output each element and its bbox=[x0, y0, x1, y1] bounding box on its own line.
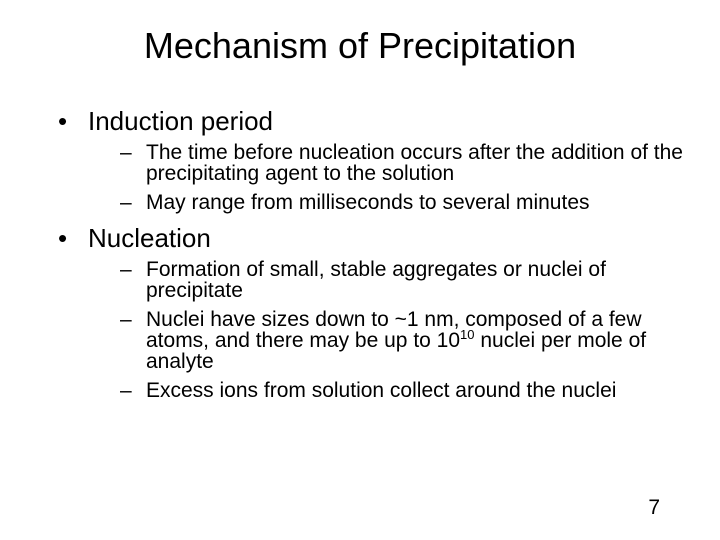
sub-bullet-text bbox=[146, 309, 686, 372]
dash-marker: – bbox=[120, 141, 132, 164]
dash-marker: – bbox=[120, 308, 132, 331]
slide-body bbox=[58, 104, 698, 401]
sub-bullet bbox=[120, 309, 698, 372]
sub-bullet bbox=[120, 142, 698, 184]
bullet-nucleation bbox=[58, 221, 698, 255]
dash-marker: – bbox=[120, 191, 132, 214]
induction-sub-list bbox=[120, 142, 698, 213]
sub-bullet bbox=[120, 259, 698, 301]
sub-bullet-text: The time before nucleation occurs after the addition of the precipitating agent to the solution bbox=[146, 141, 683, 185]
nucleation-sub-list bbox=[120, 259, 698, 401]
nuclei-text-after: nuclei per mole of analyte bbox=[146, 329, 647, 373]
sub-bullet bbox=[120, 192, 698, 213]
page-number: 7 bbox=[648, 496, 660, 519]
bullet-marker: • bbox=[58, 223, 68, 253]
dash-marker: – bbox=[120, 379, 132, 402]
bullet-label: Induction period bbox=[88, 106, 274, 136]
exponent-superscript: 10 bbox=[460, 327, 475, 342]
slide-title: Mechanism of Precipitation bbox=[143, 25, 577, 66]
bullet-marker: • bbox=[58, 106, 68, 136]
bullet-label: Nucleation bbox=[88, 223, 211, 253]
sub-bullet-text: May range from milliseconds to several minutes bbox=[146, 191, 590, 214]
sub-bullet bbox=[120, 380, 698, 401]
sub-bullet-text: Formation of small, stable aggregates or nuclei of precipitate bbox=[146, 258, 606, 302]
dash-marker: – bbox=[120, 258, 132, 281]
bullet-induction-period bbox=[58, 104, 698, 138]
nuclei-text-before: Nuclei have sizes down to ~1 nm, composed of a few atoms, and there may be up to 10 bbox=[146, 308, 642, 352]
sub-bullet-text: Excess ions from solution collect around the nuclei bbox=[146, 379, 617, 402]
